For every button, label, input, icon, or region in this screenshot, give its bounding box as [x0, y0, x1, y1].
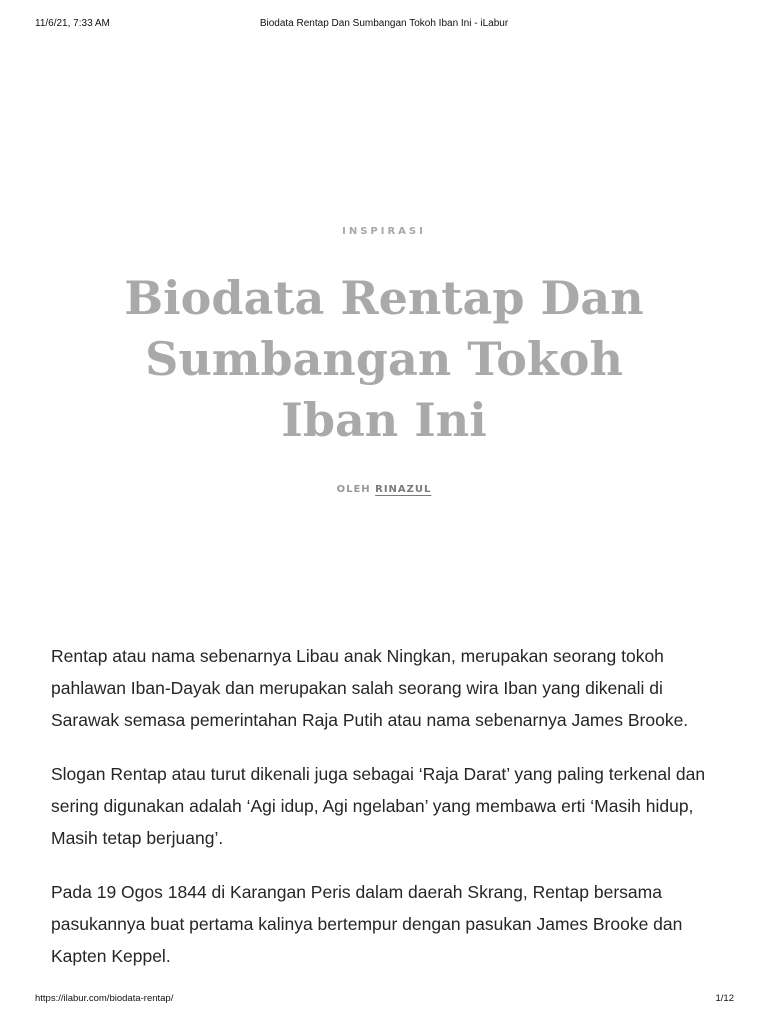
- article-byline: [0, 484, 768, 495]
- page-indicator: 1/12: [715, 993, 734, 1004]
- print-url: https://ilabur.com/biodata-rentap/: [35, 993, 174, 1004]
- print-datetime: 11/6/21, 7:33 AM: [35, 18, 110, 29]
- print-page-title: Biodata Rentap Dan Sumbangan Tokoh Iban Ini - iLabur: [259, 18, 509, 29]
- article-category[interactable]: INSPIRASI: [342, 226, 426, 237]
- byline-prefix: OLEH: [336, 484, 371, 495]
- author-link[interactable]: RINAZUL: [375, 484, 432, 495]
- article-paragraph: Rentap atau nama sebenarnya Libau anak Ningkan, merupakan seorang tokoh pahlawan Iban-Dayak dan merupakan salah seorang wira Iban yang dikenali di Sarawak semasa pemerintahan Raja Putih atau nama sebenarnya James Brooke.: [51, 646, 689, 730]
- print-footer: [0, 993, 768, 1007]
- article-paragraph: Slogan Rentap atau turut dikenali juga sebagai ‘Raja Darat’ yang paling terkenal dan sering digunakan adalah ‘Agi idup, Agi ngelaban’ yang membawa erti ‘Masih hidup, Masih tetap berjuang’.: [51, 764, 706, 848]
- print-header: [0, 18, 768, 32]
- article-body: [51, 640, 731, 994]
- article-paragraph: Pada 19 Ogos 1844 di Karangan Peris dalam daerah Skrang, Rentap bersama pasukannya buat pertama kalinya bertempur dengan pasukan James Brooke dan Kapten Keppel.: [51, 882, 683, 966]
- article-title: Biodata Rentap Dan Sumbangan Tokoh Iban Ini: [124, 271, 644, 447]
